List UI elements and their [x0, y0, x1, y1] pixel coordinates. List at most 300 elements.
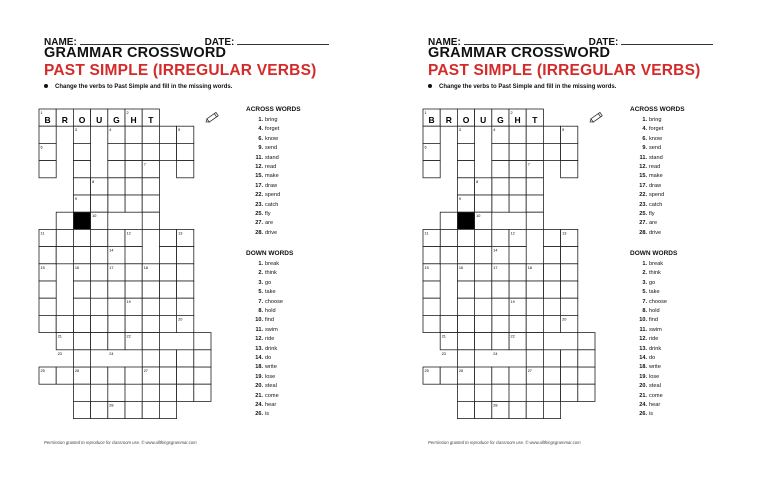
crossword-cell[interactable]: [73, 281, 90, 298]
crossword-cell[interactable]: [159, 384, 176, 401]
crossword-cell[interactable]: [177, 384, 194, 401]
across-clue: [246, 219, 366, 228]
clue-number: 14.: [255, 354, 263, 361]
crossword-cell[interactable]: [159, 264, 176, 281]
crossword-cell[interactable]: [159, 367, 176, 384]
down-clue: [630, 260, 750, 269]
crossword-cell[interactable]: [125, 247, 142, 264]
crossword-cell[interactable]: [440, 247, 457, 264]
crossword-cell[interactable]: [39, 247, 56, 264]
crossword-cell[interactable]: [91, 315, 108, 332]
clue-number: 22.: [255, 192, 263, 199]
crossword-cell[interactable]: [142, 350, 159, 367]
crossword-cell[interactable]: [159, 247, 176, 264]
crossword-cell[interactable]: [125, 143, 142, 160]
clue-word: drive: [649, 229, 662, 236]
crossword-cell[interactable]: [91, 281, 108, 298]
clue-number: 26.: [255, 411, 263, 418]
crossword-cell[interactable]: [73, 229, 90, 246]
name-field[interactable]: [80, 36, 180, 45]
crossword-cell[interactable]: [423, 247, 440, 264]
clue-word: swim: [265, 326, 278, 333]
across-clue: [246, 182, 366, 191]
crossword-cell[interactable]: [73, 298, 90, 315]
crossword-cell[interactable]: [39, 298, 56, 315]
crossword-cell[interactable]: [125, 195, 142, 212]
crossword-cell[interactable]: [194, 384, 211, 401]
crossword-cell[interactable]: [142, 178, 159, 195]
crossword-cell[interactable]: [509, 264, 526, 281]
across-clue: [246, 191, 366, 200]
crossword-cell[interactable]: [142, 333, 159, 350]
clue-number: 9.: [642, 145, 647, 152]
clue-number: 22.: [639, 192, 647, 199]
cell-number: 18: [527, 265, 532, 270]
crossword-cell[interactable]: [475, 229, 492, 246]
clue-number: 4.: [258, 126, 263, 133]
clue-word: read: [265, 163, 277, 170]
crossword-cell[interactable]: [492, 229, 509, 246]
cell-number: 24: [493, 351, 498, 356]
crossword-cell[interactable]: [475, 247, 492, 264]
crossword-cell[interactable]: [526, 350, 543, 367]
crossword-cell[interactable]: [561, 350, 578, 367]
crossword-cell[interactable]: [39, 315, 56, 332]
crossword-cell[interactable]: [423, 281, 440, 298]
crossword-cell[interactable]: [194, 367, 211, 384]
crossword-cell[interactable]: [194, 350, 211, 367]
crossword-cell[interactable]: [73, 350, 90, 367]
cell-number: 20: [562, 317, 567, 322]
crossword-cell[interactable]: [475, 315, 492, 332]
answer-letter: B: [428, 115, 435, 126]
crossword-cell[interactable]: [142, 195, 159, 212]
crossword-cell[interactable]: [457, 247, 474, 264]
crossword-cell[interactable]: [159, 126, 176, 143]
crossword-cell[interactable]: [457, 350, 474, 367]
cell-number: 27: [143, 369, 148, 373]
bullet-icon: [44, 84, 48, 88]
crossword-cell[interactable]: [177, 367, 194, 384]
cell-number: 25: [40, 369, 45, 373]
clue-number: 12.: [255, 336, 263, 343]
clue-number: 18.: [255, 364, 263, 371]
crossword-cell[interactable]: [561, 281, 578, 298]
crossword-cell[interactable]: [177, 350, 194, 367]
crossword-cell[interactable]: [457, 384, 474, 401]
crossword-cell[interactable]: [509, 126, 526, 143]
down-clue: [630, 345, 750, 354]
crossword-cell[interactable]: [177, 298, 194, 315]
down-clue: [630, 279, 750, 288]
crossword-cell[interactable]: [492, 315, 509, 332]
crossword-cell[interactable]: [125, 401, 142, 418]
cell-number: 14: [493, 248, 498, 253]
crossword-cell[interactable]: [159, 350, 176, 367]
clue-word: catch: [265, 201, 279, 208]
crossword-cell[interactable]: [73, 315, 90, 332]
crossword-cell[interactable]: [457, 281, 474, 298]
crossword-cell[interactable]: [561, 384, 578, 401]
crossword-cell[interactable]: [543, 367, 560, 384]
crossword-cell[interactable]: [543, 264, 560, 281]
crossword-cell[interactable]: [159, 315, 176, 332]
crossword-cell[interactable]: [56, 247, 73, 264]
answer-letter: T: [532, 115, 538, 126]
clue-word: come: [649, 392, 663, 399]
crossword-cell[interactable]: [91, 247, 108, 264]
crossword-cell[interactable]: [39, 161, 56, 178]
clue-number: 20.: [255, 383, 263, 390]
crossword-cell[interactable]: [91, 195, 108, 212]
crossword-cell[interactable]: [526, 212, 543, 229]
cell-number: 11: [40, 231, 45, 236]
crossword-cell[interactable]: [440, 315, 457, 332]
crossword-cell[interactable]: [561, 161, 578, 178]
down-clue: [630, 298, 750, 307]
crossword-cell[interactable]: [108, 298, 125, 315]
cell-number: 11: [424, 231, 429, 236]
clue-word: ride: [649, 336, 659, 343]
crossword-cell[interactable]: [492, 298, 509, 315]
crossword-cell[interactable]: [526, 333, 543, 350]
crossword-cell[interactable]: [108, 367, 125, 384]
cell-number: 4: [109, 128, 112, 133]
across-clue: [630, 191, 750, 200]
crossword-cell[interactable]: [475, 367, 492, 384]
clue-word: bring: [649, 117, 662, 123]
clue-number: 13.: [639, 345, 647, 352]
crossword-cell[interactable]: [526, 195, 543, 212]
clue-word: stand: [649, 154, 663, 161]
pencil-icon: [588, 110, 606, 124]
clue-word: break: [649, 261, 663, 268]
across-clue: [630, 229, 750, 238]
crossword-cell[interactable]: [108, 143, 125, 160]
cell-number: 12: [126, 231, 131, 236]
crossword-cell[interactable]: [543, 350, 560, 367]
clue-word: choose: [649, 298, 668, 305]
crossword-cell[interactable]: [142, 212, 159, 229]
cell-number: 27: [527, 369, 532, 373]
crossword-cell[interactable]: [423, 298, 440, 315]
across-clue: [630, 154, 750, 163]
cell-number: 9: [458, 197, 462, 201]
clue-word: drink: [265, 345, 278, 352]
crossword-cell[interactable]: [509, 161, 526, 178]
down-clue: [630, 363, 750, 372]
crossword-cell[interactable]: [159, 229, 176, 246]
cell-number: 6: [424, 145, 427, 150]
crossword-cell[interactable]: [578, 367, 595, 384]
crossword-cell[interactable]: [142, 281, 159, 298]
down-clue: [246, 363, 366, 372]
clue-number: 4.: [642, 126, 647, 133]
crossword-cell[interactable]: [561, 367, 578, 384]
crossword-cell[interactable]: [73, 247, 90, 264]
crossword-cell[interactable]: [125, 264, 142, 281]
crossword-cell[interactable]: [108, 229, 125, 246]
crossword-cell[interactable]: [543, 401, 560, 418]
crossword-cell[interactable]: [177, 247, 194, 264]
crossword-cell[interactable]: [108, 281, 125, 298]
clue-number: 6.: [642, 135, 647, 142]
crossword-cell[interactable]: [457, 229, 474, 246]
crossword-cell[interactable]: [108, 195, 125, 212]
crossword-cell[interactable]: [108, 384, 125, 401]
clue-word: drive: [265, 229, 278, 236]
crossword-cell[interactable]: [73, 143, 90, 160]
down-clue: [630, 288, 750, 297]
answer-letter: B: [44, 115, 51, 126]
crossword-cell[interactable]: [492, 178, 509, 195]
crossword-cell[interactable]: [526, 315, 543, 332]
crossword-cell[interactable]: [509, 281, 526, 298]
clue-number: 11.: [255, 154, 263, 161]
clue-word: steal: [265, 383, 277, 390]
instruction-text: Change the verbs to Past Simple and fill in the missing words.: [55, 84, 233, 90]
crossword-cell[interactable]: [543, 143, 560, 160]
name-label: NAME:: [44, 37, 77, 48]
crossword-cell[interactable]: [526, 281, 543, 298]
crossword-cell[interactable]: [91, 367, 108, 384]
crossword-cell[interactable]: [475, 401, 492, 418]
clue-number: 8.: [642, 308, 647, 315]
crossword-cell[interactable]: [543, 281, 560, 298]
crossword-cell[interactable]: [509, 367, 526, 384]
crossword-cell[interactable]: [475, 333, 492, 350]
clue-number: 28.: [255, 229, 263, 236]
crossword-cell[interactable]: [423, 161, 440, 178]
across-clue: [246, 154, 366, 163]
crossword-cell[interactable]: [492, 161, 509, 178]
crossword-cell[interactable]: [108, 178, 125, 195]
crossword-cell[interactable]: [177, 281, 194, 298]
crossword-cell[interactable]: [108, 333, 125, 350]
clue-number: 18.: [639, 364, 647, 371]
clue-word: hold: [265, 308, 276, 315]
crossword-cell[interactable]: [457, 401, 474, 418]
crossword-cell[interactable]: [73, 333, 90, 350]
crossword-cell[interactable]: [91, 333, 108, 350]
clue-word: take: [649, 289, 660, 296]
crossword-cell[interactable]: [125, 126, 142, 143]
crossword-cell[interactable]: [142, 126, 159, 143]
clue-number: 26.: [639, 411, 647, 418]
crossword-cell[interactable]: [125, 315, 142, 332]
down-clue: [246, 269, 366, 278]
crossword-cell[interactable]: [457, 161, 474, 178]
clue-number: 1.: [258, 117, 263, 123]
crossword-cell[interactable]: [457, 298, 474, 315]
crossword-cell[interactable]: [509, 143, 526, 160]
date-field[interactable]: [237, 36, 329, 45]
crossword-cell[interactable]: [125, 178, 142, 195]
clue-number: 11.: [639, 326, 647, 333]
crossword-cell[interactable]: [526, 298, 543, 315]
down-clue: [246, 410, 366, 419]
crossword-cell[interactable]: [125, 281, 142, 298]
down-clue: [630, 316, 750, 325]
crossword-cell[interactable]: [492, 143, 509, 160]
down-clue: [246, 345, 366, 354]
crossword-cell[interactable]: [543, 229, 560, 246]
cell-number: 28: [109, 403, 114, 408]
crossword-cell[interactable]: [108, 315, 125, 332]
crossword-cell[interactable]: [423, 126, 440, 143]
crossword-cell[interactable]: [73, 401, 90, 418]
crossword-cell[interactable]: [475, 281, 492, 298]
crossword-cell[interactable]: [526, 178, 543, 195]
cell-number: 23: [441, 351, 446, 356]
crossword-cell[interactable]: [91, 401, 108, 418]
crossword-cell[interactable]: [177, 161, 194, 178]
crossword-cell[interactable]: [578, 350, 595, 367]
crossword-cell[interactable]: [475, 264, 492, 281]
crossword-grid: [422, 108, 622, 438]
crossword-cell[interactable]: [543, 126, 560, 143]
clue-word: steal: [649, 383, 661, 390]
cell-number: 12: [510, 231, 515, 236]
across-clue: [246, 163, 366, 172]
name-field[interactable]: [464, 36, 564, 45]
crossword-cell[interactable]: [526, 384, 543, 401]
cell-number: 16: [74, 265, 80, 270]
across-clue: [630, 210, 750, 219]
crossword-cell[interactable]: [39, 281, 56, 298]
clue-word: go: [649, 279, 656, 286]
crossword-cell[interactable]: [56, 229, 73, 246]
crossword-cell[interactable]: [457, 178, 474, 195]
crossword-cell[interactable]: [56, 367, 73, 384]
crossword-cell[interactable]: [142, 401, 159, 418]
crossword-cell[interactable]: [457, 143, 474, 160]
clue-number: 3.: [258, 279, 263, 286]
down-clue: [630, 373, 750, 382]
clue-word: hear: [265, 401, 277, 408]
crossword-cell[interactable]: [159, 143, 176, 160]
down-clue: [246, 326, 366, 335]
crossword-cell[interactable]: [142, 143, 159, 160]
across-clue: [630, 219, 750, 228]
crossword-cell[interactable]: [492, 195, 509, 212]
crossword-cell[interactable]: [526, 401, 543, 418]
cell-number: 10: [92, 214, 97, 219]
clue-word: fly: [649, 210, 655, 217]
down-clue: [246, 373, 366, 382]
clue-number: 14.: [639, 354, 647, 361]
crossword-cell[interactable]: [56, 212, 73, 229]
crossword-cell[interactable]: [509, 178, 526, 195]
worksheet-right: [384, 0, 768, 501]
down-clue: [246, 354, 366, 363]
down-clue: [630, 382, 750, 391]
crossword-cell[interactable]: [177, 143, 194, 160]
clue-number: 12.: [255, 163, 263, 170]
crossword-cell[interactable]: [73, 161, 90, 178]
across-clue: [630, 172, 750, 181]
clue-word: draw: [649, 182, 662, 189]
crossword-cell[interactable]: [509, 401, 526, 418]
crossword-cell[interactable]: [142, 384, 159, 401]
crossword-cell[interactable]: [108, 161, 125, 178]
crossword-cell[interactable]: [457, 333, 474, 350]
crossword-cell[interactable]: [561, 298, 578, 315]
clue-word: swim: [649, 326, 662, 333]
crossword-cell[interactable]: [509, 195, 526, 212]
page-subtitle: PAST SIMPLE (IRREGULAR VERBS): [44, 62, 317, 79]
crossword-cell[interactable]: [440, 212, 457, 229]
clue-word: do: [649, 354, 656, 361]
crossword-cell[interactable]: [578, 384, 595, 401]
date-field[interactable]: [621, 36, 713, 45]
crossword-cell[interactable]: [492, 333, 509, 350]
crossword-cell[interactable]: [194, 333, 211, 350]
crossword-cell[interactable]: [125, 161, 142, 178]
crossword-cell[interactable]: [509, 247, 526, 264]
answer-letter: R: [61, 115, 68, 126]
crossword-cell[interactable]: [39, 126, 56, 143]
crossword-cell[interactable]: [56, 315, 73, 332]
crossword-cell[interactable]: [440, 229, 457, 246]
crossword-cell[interactable]: [475, 195, 492, 212]
crossword-cell[interactable]: [526, 143, 543, 160]
crossword-cell[interactable]: [492, 281, 509, 298]
crossword-cell[interactable]: [561, 264, 578, 281]
crossword-cell[interactable]: [73, 384, 90, 401]
answer-letter: T: [148, 115, 154, 126]
down-clue: [630, 410, 750, 419]
down-heading: DOWN WORDS: [246, 250, 294, 258]
crossword-cell[interactable]: [561, 143, 578, 160]
crossword-cell[interactable]: [142, 298, 159, 315]
crossword-cell[interactable]: [440, 367, 457, 384]
crossword-cell[interactable]: [142, 315, 159, 332]
crossword-cell[interactable]: [526, 126, 543, 143]
crossword-cell[interactable]: [578, 333, 595, 350]
down-clue: [246, 288, 366, 297]
pencil-icon: [204, 110, 222, 124]
clue-number: 5.: [258, 289, 263, 296]
black-cell: [457, 212, 474, 229]
crossword-cell[interactable]: [561, 247, 578, 264]
crossword-cell[interactable]: [423, 315, 440, 332]
cell-number: 2: [126, 111, 129, 115]
crossword-cell[interactable]: [159, 281, 176, 298]
crossword-cell[interactable]: [543, 384, 560, 401]
across-clue: [246, 125, 366, 134]
crossword-cell[interactable]: [492, 384, 509, 401]
across-clue: [246, 172, 366, 181]
crossword-cell[interactable]: [125, 367, 142, 384]
crossword-cell[interactable]: [91, 264, 108, 281]
crossword-cell[interactable]: [91, 229, 108, 246]
clue-word: are: [649, 220, 658, 227]
clue-word: take: [265, 289, 276, 296]
crossword-cell[interactable]: [492, 367, 509, 384]
crossword-cell[interactable]: [457, 315, 474, 332]
cell-number: 17: [109, 265, 114, 270]
across-clue: [630, 163, 750, 172]
crossword-cell[interactable]: [73, 178, 90, 195]
crossword-cell[interactable]: [543, 247, 560, 264]
across-clue-list: [630, 116, 750, 238]
crossword-cell[interactable]: [543, 315, 560, 332]
crossword-cell[interactable]: [177, 264, 194, 281]
crossword-cell[interactable]: [159, 401, 176, 418]
crossword-cell[interactable]: [509, 315, 526, 332]
clue-word: send: [265, 145, 278, 152]
